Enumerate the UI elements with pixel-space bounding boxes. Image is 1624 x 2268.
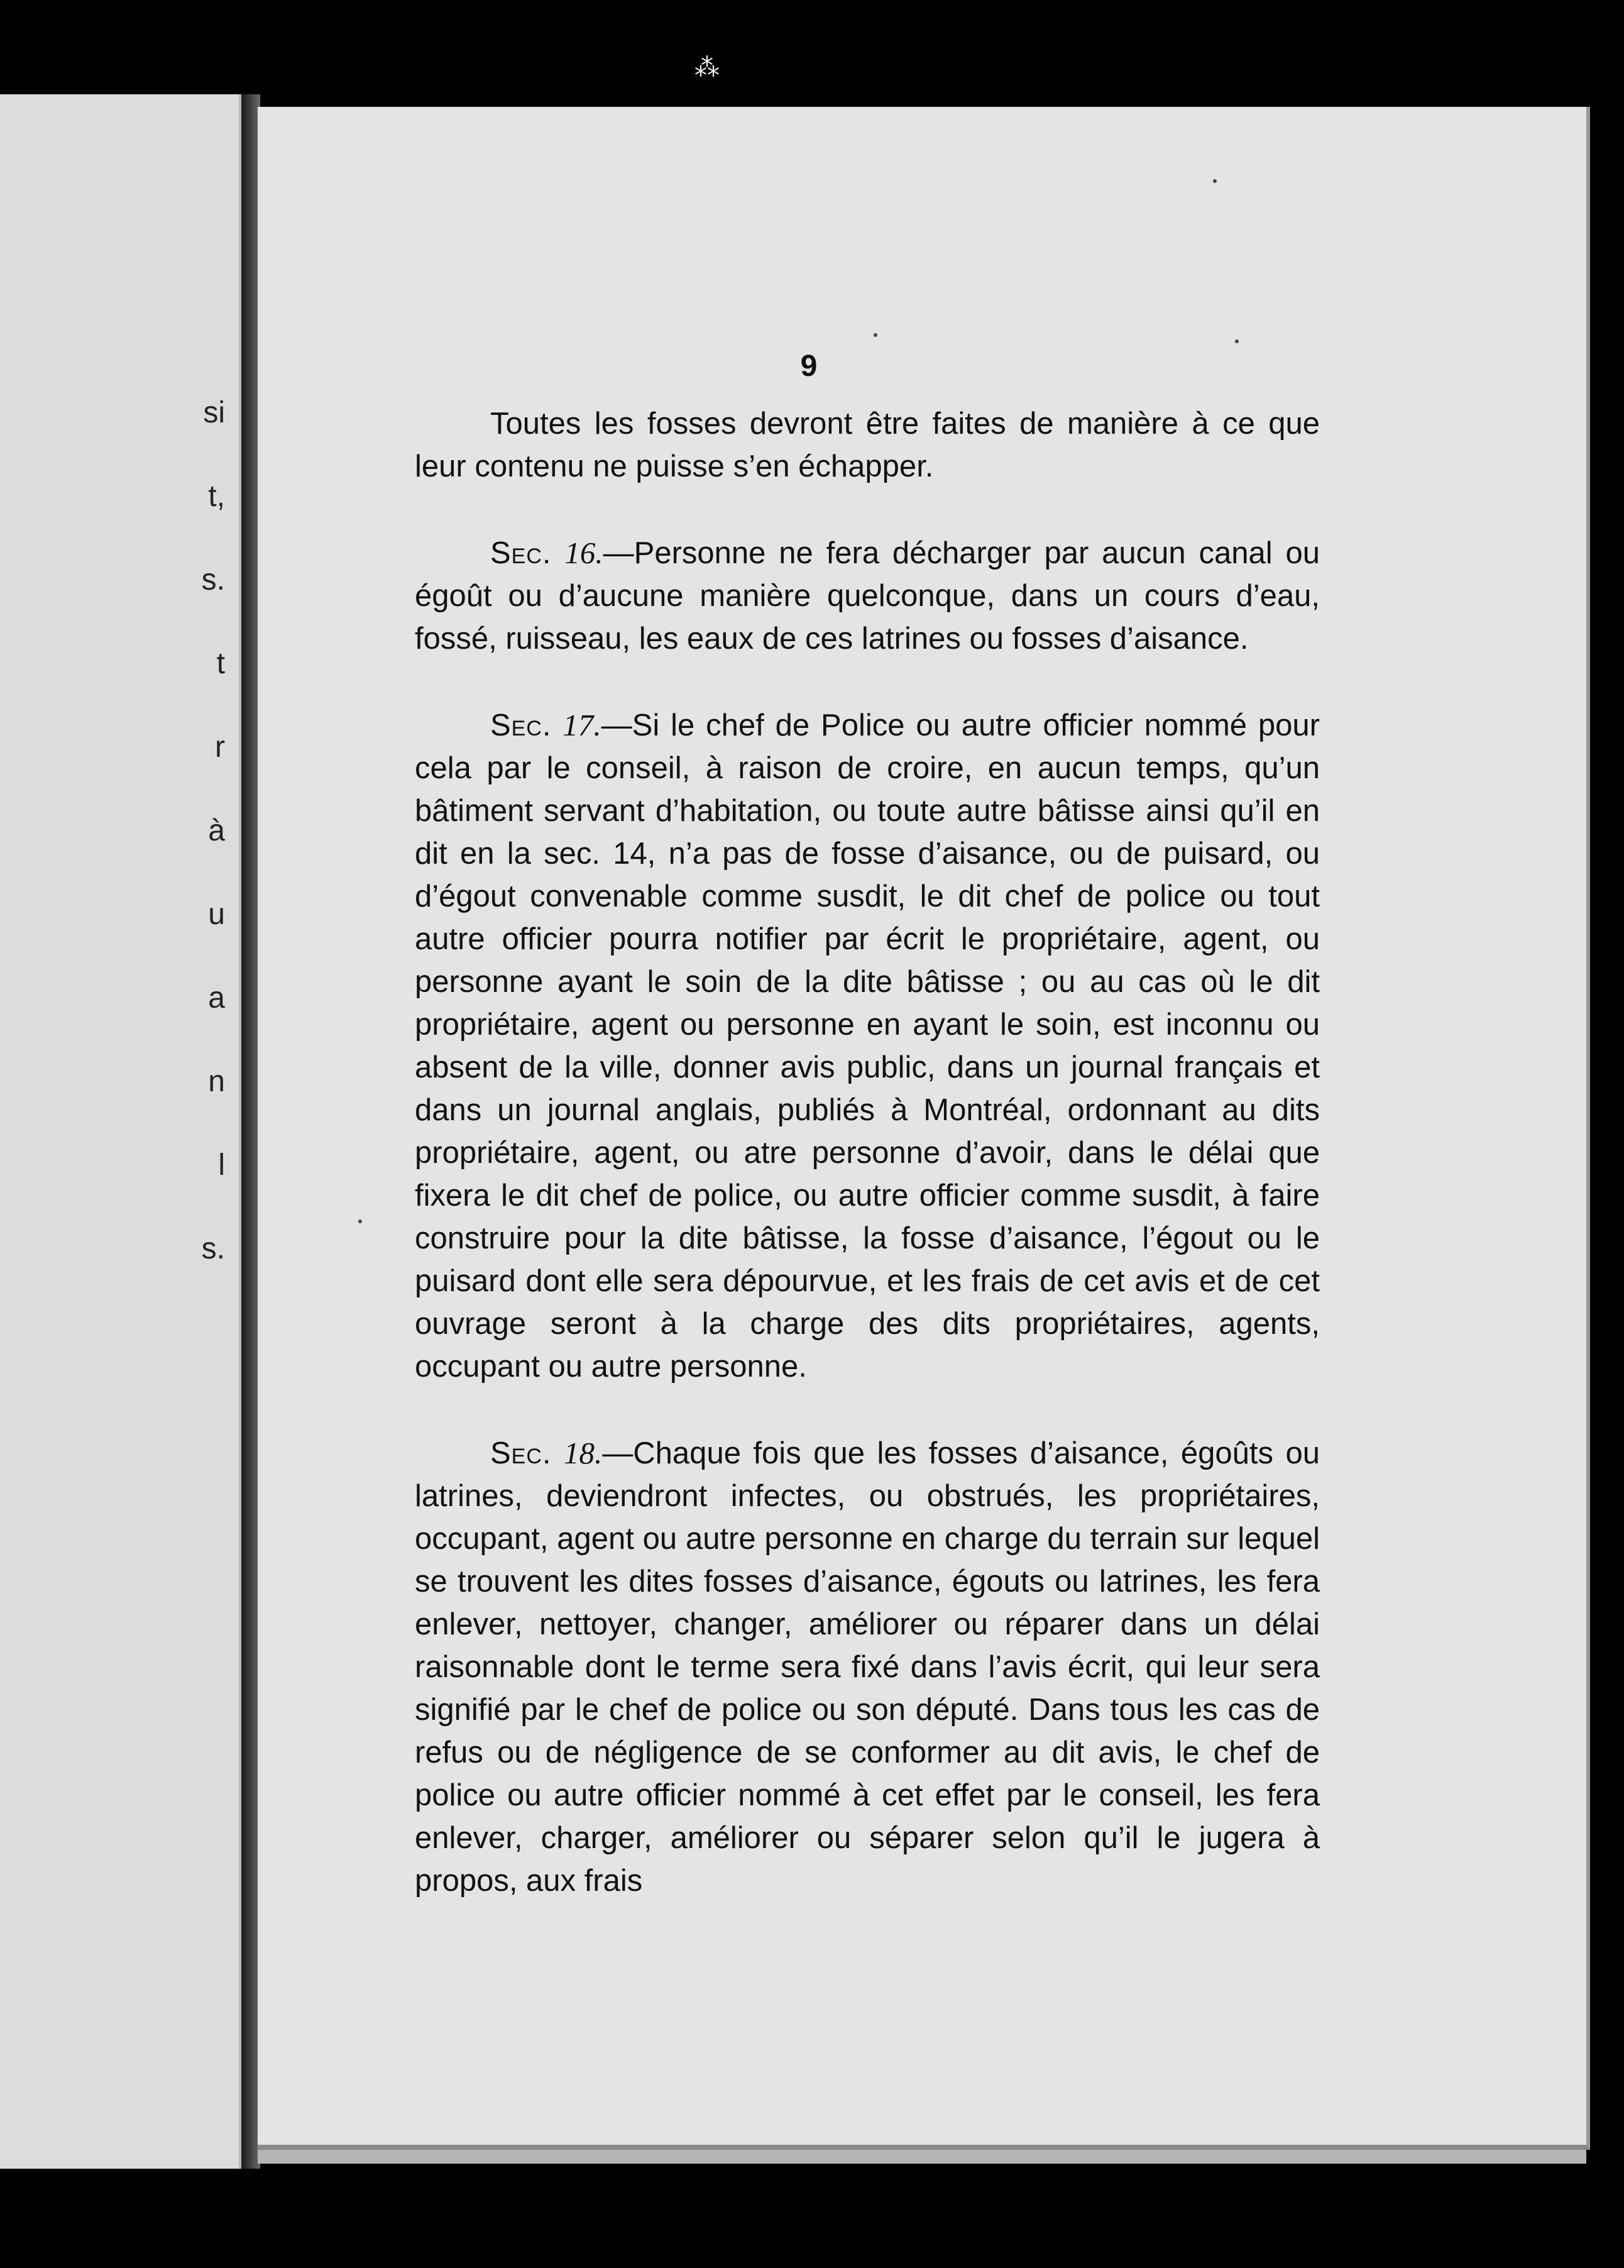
paragraph-text: —Si le chef de Police ou autre officier nommé pour cela par le conseil, à raison de croire, en aucun temps, qu’un bâtiment servant d’habitation, ou toute autre bâtisse ainsi qu’il en dit en la sec. 14, n’a pas de fosse d’aisance, ou de puisard, ou d’égout convenable comme susdit, le dit chef de police ou tout autre officier pourra notifier par écrit le propriétaire, agent, ou personne ayant le soin de la dite bâtisse ; ou au cas où le dit propriétaire, agent ou personne en ayant le soin, est inconnu ou absent de la ville, donner avis public, dans un journal français et dans un journal anglais, publiés à Montréal, ordonnant au dits propriétaire, agent, ou atre personne d’avoir, dans le délai que fixera le dit chef de police, ou autre officier comme susdit, à faire construire pour la dite bâtisse, la fosse d’aisance, l’égout ou le puisard dont elle sera dépourvue, et les frais de cet avis et de cet ouvrage seront à la charge des dits propriétaires, agents, occupant ou autre personne.	[415, 708, 1320, 1384]
paragraph-sec-18	[415, 1432, 1320, 1902]
body-text	[415, 402, 1320, 1946]
page-number: 9	[800, 350, 818, 383]
left-fragment: n	[208, 1065, 225, 1098]
section-label: Sec.	[490, 536, 552, 570]
section-label: Sec.	[490, 1436, 552, 1470]
paragraph-sec-17	[415, 704, 1320, 1388]
left-fragment: r	[215, 730, 225, 764]
left-fragment: t	[216, 647, 225, 680]
section-number: 16.	[564, 536, 603, 570]
scan-artifact-mark: ⁂	[694, 53, 720, 82]
left-fragment: s.	[201, 1232, 225, 1265]
left-fragment: u	[208, 898, 225, 931]
main-page	[258, 107, 1590, 2150]
section-label: Sec.	[490, 708, 552, 742]
left-fragment: si	[203, 396, 225, 429]
paper-speck	[1213, 179, 1217, 183]
left-fragment: l	[218, 1148, 225, 1182]
paragraph-text: —Chaque fois que les fosses d’aisance, égoûts ou latrines, deviendront infectes, ou obstrués, les propriétaires, occupant, agent ou autre personne en charge du terrain sur lequel se trouvent les dites fosses d’aisance, égouts ou latrines, les fera enlever, nettoyer, changer, améliorer ou réparer dans un délai raisonnable dont le terme sera fixé dans l’avis écrit, qui leur sera signifié par le chef de police ou son député. Dans tous les cas de refus ou de négligence de se conformer au dit avis, le chef de police ou autre officier nommé à cet effet par le conseil, les fera enlever, charger, améliorer ou séparer selon qu’il le jugera à propos, aux frais	[415, 1436, 1320, 1898]
paper-speck	[874, 333, 877, 337]
paragraph-text: —Personne ne fera décharger par aucun canal ou égoût ou d’aucune manière quelconque, dans un cours d’eau, fossé, ruisseau, les eaux de ces latrines ou fosses d’aisance.	[415, 536, 1320, 656]
section-number: 18.	[564, 1436, 603, 1470]
paper-speck	[1235, 339, 1239, 343]
left-fragment: à	[208, 814, 225, 847]
section-number: 17.	[562, 708, 601, 742]
paper-speck	[358, 1219, 362, 1223]
paragraph-intro	[415, 402, 1320, 488]
left-fragment: s.	[201, 563, 225, 597]
paragraph-text: Toutes les fosses devront être faites de manière à ce que leur contenu ne puisse s’en échapper.	[415, 407, 1320, 483]
left-page-edge	[0, 94, 241, 2169]
paragraph-sec-16	[415, 532, 1320, 660]
left-fragment: t,	[208, 480, 225, 513]
left-fragment: a	[208, 981, 225, 1015]
left-page-text-fragments	[187, 371, 225, 1291]
